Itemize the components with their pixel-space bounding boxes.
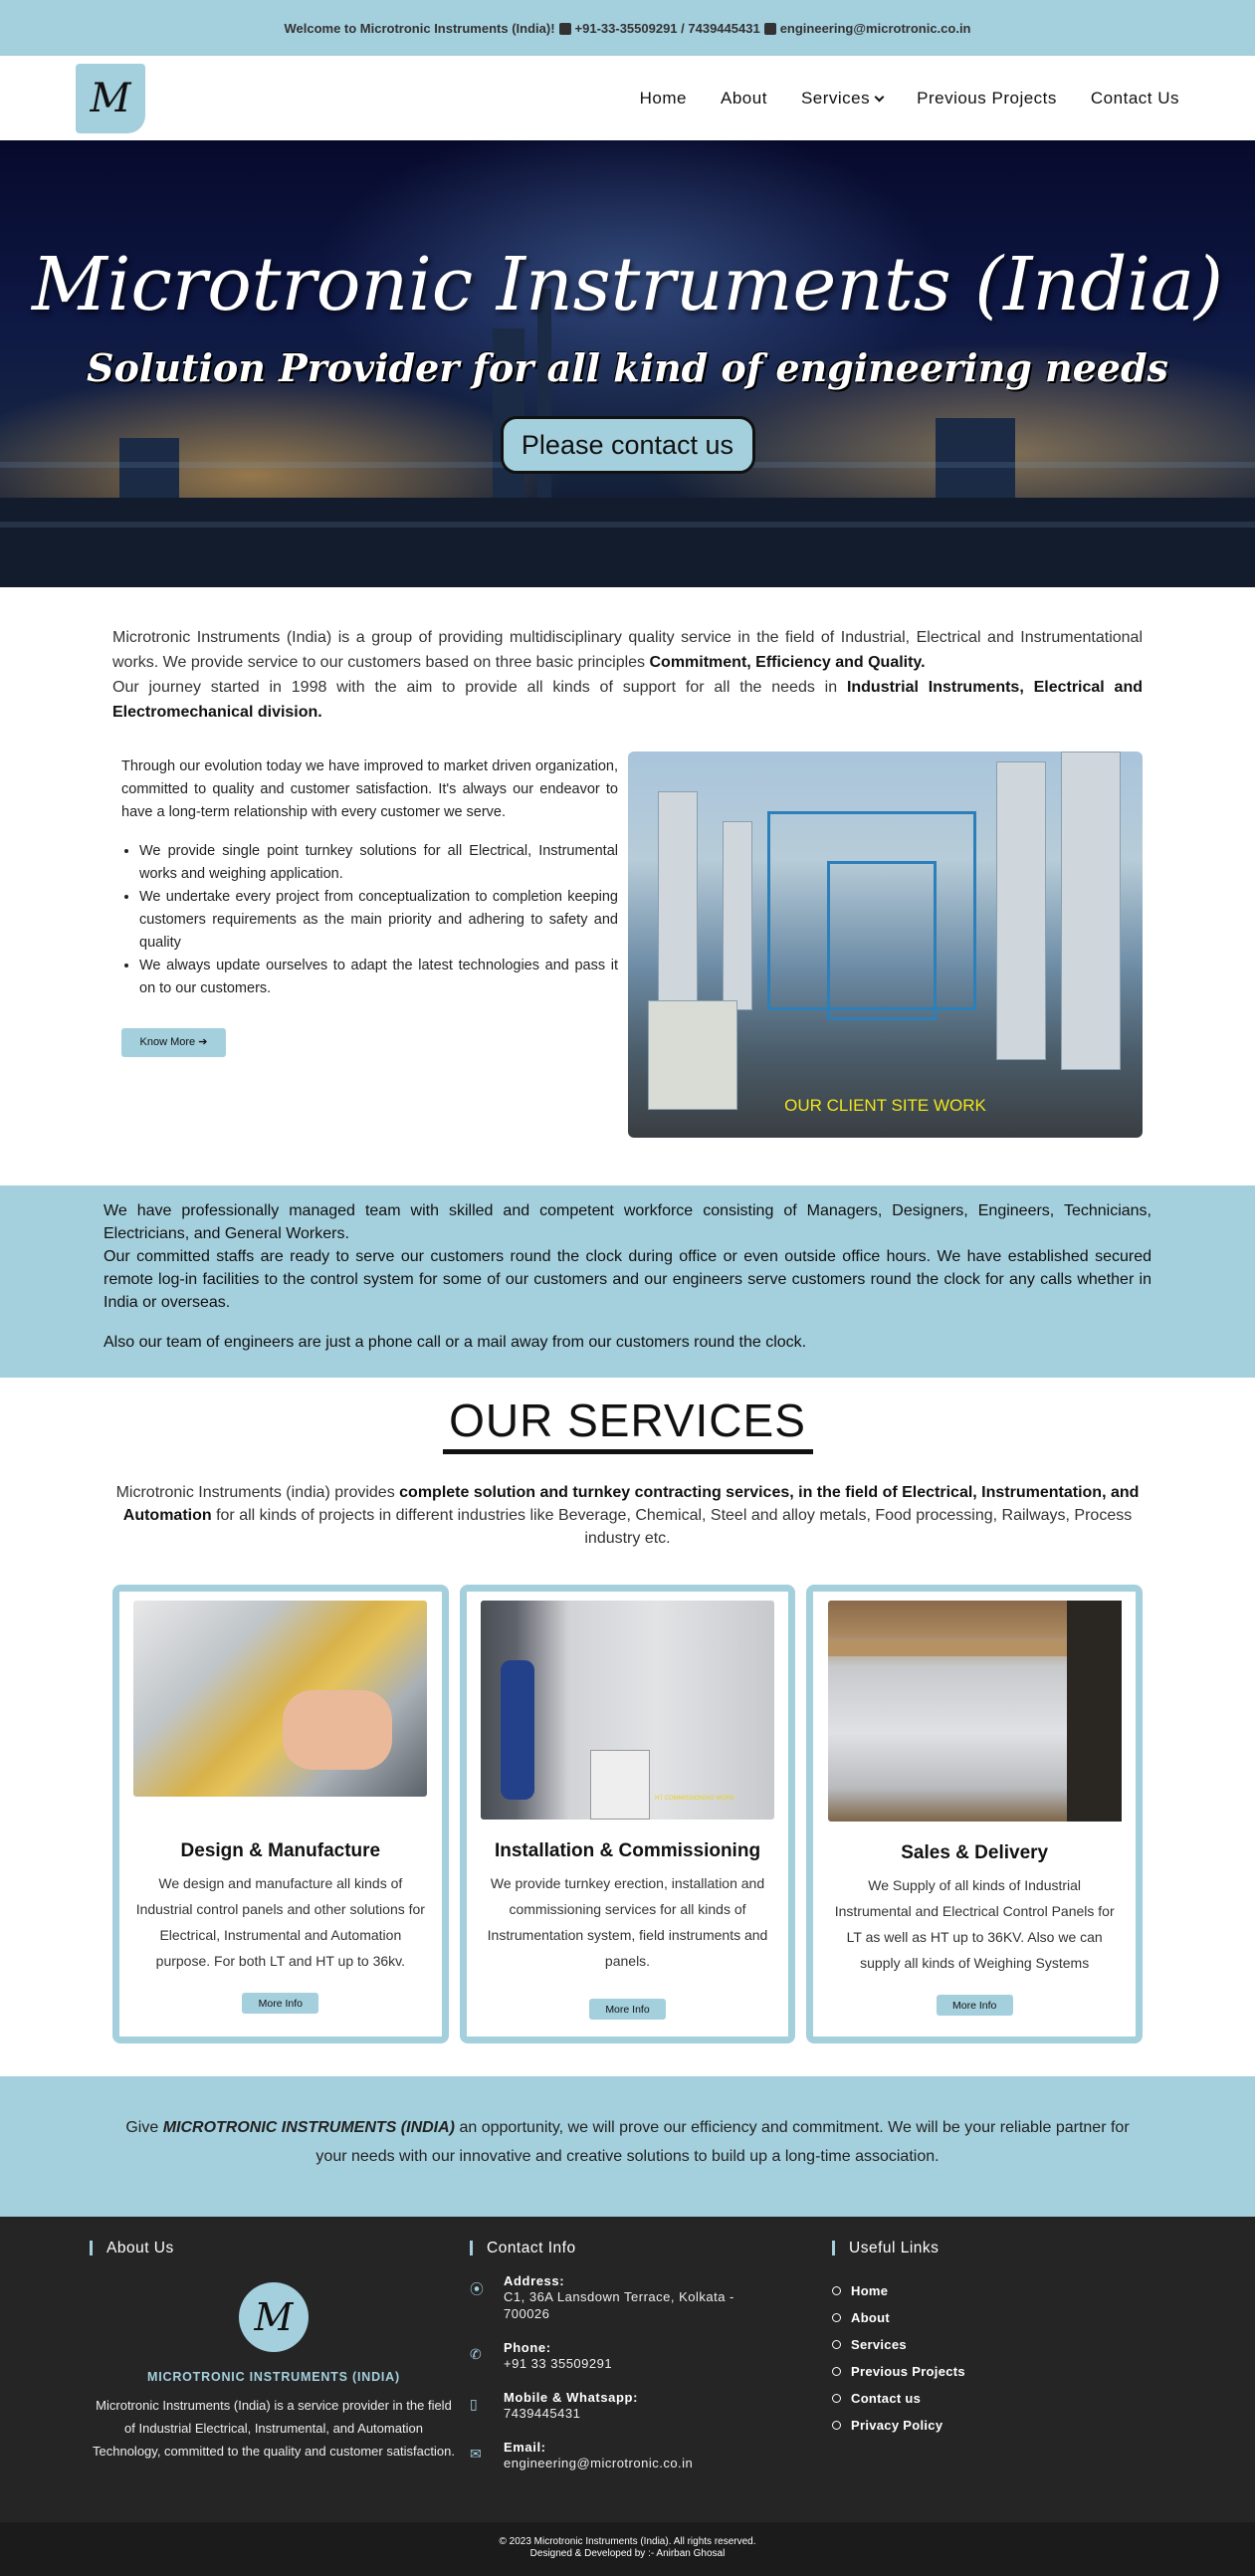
services-intro <box>0 1454 1255 1550</box>
footer-logo <box>239 2282 309 2352</box>
contact-cta-button[interactable]: Please contact us <box>501 416 755 474</box>
circle-icon <box>832 2421 841 2430</box>
site-logo[interactable] <box>76 64 145 133</box>
mobile-icon: ▯ <box>470 2396 478 2412</box>
footer-links <box>826 2241 1125 2522</box>
arrow-right-icon: ➔ <box>198 1036 208 1048</box>
useful-links-list <box>832 2277 1125 2439</box>
hero-subtitle: Solution Provider for all kind of engineering needs <box>87 345 1168 390</box>
footer-company-name: MICROTRONIC INSTRUMENTS (INDIA) <box>147 2370 400 2384</box>
footer-link-about[interactable] <box>832 2304 1125 2331</box>
circle-icon <box>832 2394 841 2403</box>
contact-value[interactable]: engineering@microtronic.co.in <box>504 2456 694 2470</box>
photo-caption: OUR CLIENT SITE WORK <box>784 1096 986 1115</box>
more-info-button[interactable]: More Info <box>589 1999 666 2020</box>
circle-icon <box>832 2367 841 2376</box>
intro-text: Our journey started in 1998 with the aim to provide all kinds of support for all the needs in <box>112 679 847 696</box>
nav-home[interactable]: Home <box>639 88 687 107</box>
link-label: About <box>851 2310 891 2325</box>
logo-letter: M <box>254 2295 294 2339</box>
nav-previous-projects[interactable]: Previous Projects <box>917 88 1057 107</box>
circle-icon <box>832 2313 841 2322</box>
footer-contact <box>458 2241 826 2522</box>
photo-shape <box>1067 1601 1122 1822</box>
list-item: • We undertake every project from conceptualization to completion keeping customers requirements as the main priority and adhering to safety and quality <box>139 886 618 955</box>
intro-paragraph <box>112 625 1143 675</box>
contact-label: Address: <box>504 2273 565 2288</box>
link-label: Services <box>851 2337 907 2352</box>
top-info-bar <box>0 0 1255 56</box>
link-label: Previous Projects <box>851 2364 965 2379</box>
footer-about <box>90 2241 458 2522</box>
phone-square-icon <box>559 23 571 35</box>
intro-principles: Commitment, Efficiency and Quality. <box>649 654 926 671</box>
contact-label: Mobile & Whatsapp: <box>504 2390 639 2405</box>
copyright-text: © 2023 Microtronic Instruments (India). All rights reserved. <box>499 2536 756 2547</box>
services-intro-text: for all kinds of projects in different industries like Beverage, Chemical, Steel and alloy metals, Food processing, Railways, Process industry etc. <box>211 1507 1133 1547</box>
photo-shape <box>996 761 1046 1060</box>
sales-crate-photo <box>828 1601 1122 1822</box>
list-item: • We provide single point turnkey solutions for all Electrical, Instrumental works and weighing application. <box>139 840 618 886</box>
hero-title: Microtronic Instruments (India) <box>31 242 1224 327</box>
photo-label: HT COMMISSIONING WORK <box>655 1796 734 1802</box>
link-label: Privacy Policy <box>851 2418 943 2433</box>
card-title: Sales & Delivery <box>901 1842 1049 1863</box>
partner-section <box>0 2076 1255 2217</box>
services-title: OUR SERVICES <box>449 1395 806 1446</box>
card-text: We provide turnkey erection, installation and commissioning services for all kinds of Instrumentation system, field instruments and panels. <box>487 1875 768 1969</box>
envelope-icon <box>764 23 776 35</box>
about-section <box>0 725 1255 1154</box>
footer-links-heading: Useful Links <box>832 2241 1125 2255</box>
photo-shape <box>590 1750 650 1820</box>
partner-text: Give <box>125 2119 163 2136</box>
service-card-design <box>112 1585 449 2043</box>
services-intro-highlight: complete solution and turnkey contracting services, in the field of Electrical, Instrumentation, and Automation <box>122 1484 1140 1524</box>
contact-value[interactable]: +91 33 35509291 <box>504 2356 613 2371</box>
photo-shape <box>1061 751 1121 1070</box>
contact-label: Phone: <box>504 2340 551 2355</box>
installation-panel-photo <box>481 1601 774 1820</box>
footer-about-heading: About Us <box>90 2241 458 2255</box>
footer-contact-heading: Contact Info <box>470 2241 826 2255</box>
footer-link-contact[interactable] <box>832 2385 1125 2412</box>
card-title: Design & Manufacture <box>180 1840 381 1861</box>
footer-link-services[interactable] <box>832 2331 1125 2358</box>
more-info-button[interactable]: More Info <box>937 1995 1013 2016</box>
nav-contact-us[interactable]: Contact Us <box>1090 88 1179 107</box>
service-card-installation <box>460 1585 796 2043</box>
intro-paragraph <box>112 675 1143 725</box>
envelope-icon: ✉ <box>470 2446 482 2462</box>
contact-label: Email: <box>504 2440 546 2455</box>
contact-value: C1, 36A Lansdown Terrace, Kolkata - 700026 <box>504 2289 734 2321</box>
footer-about-text: Microtronic Instruments (India) is a service provider in the field of Industrial Electrical, Instrumental, and Automation Technology, committed to the quality and customer satisfaction. <box>93 2398 455 2459</box>
hero-bg-pipe <box>0 522 1255 528</box>
about-bullet-list <box>139 840 618 1000</box>
photo-shape <box>283 1690 392 1770</box>
team-paragraph: Our committed staffs are ready to serve our customers round the clock during office or even outside office hours. We have established secured remote log-in facilities to the control system for some of our customers and our engineers serve customers round the clock for any calls whether in India or overseas. <box>104 1248 1151 1311</box>
contact-address <box>470 2273 826 2322</box>
card-text: We design and manufacture all kinds of Industrial control panels and other solutions for Electrical, Instrumental and Automation purpose. For both LT and HT up to 36kv. <box>135 1875 425 1969</box>
nav-services-label: Services <box>800 88 871 107</box>
services-intro-text: Microtronic Instruments (india) provides <box>115 1484 400 1501</box>
about-text-column <box>112 751 618 1154</box>
client-site-photo <box>628 751 1143 1138</box>
team-paragraph: Also our team of engineers are just a phone call or a mail away from our customers round the clock. <box>104 1334 807 1351</box>
footer <box>0 2217 1255 2522</box>
footer-link-privacy[interactable] <box>832 2412 1125 2439</box>
card-text: We Supply of all kinds of Industrial Instrumental and Electrical Control Panels for LT as well as HT up to 36KV. Also we can supply all kinds of Weighing Systems <box>834 1877 1115 1971</box>
intro-text: Microtronic Instruments (India) is a group of providing multidisciplinary quality service in the field of Industrial, Electrical and Instrumentational works. We provide service to our customers based on three basic principles <box>112 629 1143 671</box>
footer-link-home[interactable] <box>832 2277 1125 2304</box>
copyright-bar <box>0 2522 1255 2576</box>
contact-mobile <box>470 2390 826 2422</box>
main-nav <box>640 89 1179 108</box>
navbar <box>0 56 1255 140</box>
photo-shape <box>723 821 752 1010</box>
about-paragraph: Through our evolution today we have improved to market driven organization, committed to quality and customer satisfaction. It's always our endeavor to have a long-term relationship with every customer we serve. <box>121 758 618 820</box>
circle-icon <box>832 2286 841 2295</box>
contact-value[interactable]: 7439445431 <box>504 2406 581 2421</box>
map-pin-icon: ⦿ <box>470 2281 484 2297</box>
contact-phone <box>470 2340 826 2372</box>
design-panel-photo <box>133 1601 427 1797</box>
know-more-label: Know More <box>139 1036 196 1048</box>
link-label: Contact us <box>851 2391 922 2406</box>
footer-link-previous-projects[interactable] <box>832 2358 1125 2385</box>
list-item: • We always update ourselves to adapt the latest technologies and pass it on to our customers. <box>139 955 618 1000</box>
intro-section <box>0 587 1255 725</box>
phone-icon: ✆ <box>470 2346 482 2362</box>
link-label: Home <box>851 2283 889 2298</box>
nav-about[interactable]: About <box>721 88 767 107</box>
topbar-email[interactable]: engineering@microtronic.co.in <box>779 20 971 36</box>
logo-letter: M <box>90 75 131 121</box>
photo-shape <box>648 1000 737 1110</box>
topbar-phones[interactable]: +91-33-35509291 / 7439445431 <box>574 20 760 36</box>
photo-shape <box>827 861 937 1020</box>
circle-icon <box>832 2340 841 2349</box>
photo-shape <box>501 1660 534 1800</box>
photo-shape <box>658 791 698 1010</box>
nav-services[interactable] <box>801 89 883 108</box>
service-cards <box>0 1550 1255 2043</box>
contact-email <box>470 2440 826 2471</box>
intro-divisions: Industrial Instruments, Electrical and Electromechanical division. <box>112 679 1144 721</box>
know-more-button[interactable] <box>121 1028 226 1057</box>
hero-bg-ground <box>0 498 1255 587</box>
chevron-down-icon <box>875 92 885 102</box>
partner-text: an opportunity, we will prove our efficiency and commitment. We will be your reliable partner for your needs with our innovative and creative solutions to build up a long-time association. <box>315 2119 1130 2165</box>
service-card-sales <box>806 1585 1143 2043</box>
partner-company: MICROTRONIC INSTRUMENTS (INDIA) <box>162 2119 455 2136</box>
more-info-button[interactable]: More Info <box>242 1993 318 2014</box>
team-section <box>0 1185 1255 1378</box>
team-paragraph: We have professionally managed team with skilled and competent workforce consisting of Managers, Designers, Engineers, Technicians, Electricians, and General Workers. <box>104 1202 1151 1242</box>
card-title: Installation & Commissioning <box>494 1840 761 1861</box>
designer-credit: Designed & Developed by :- Anirban Ghosal <box>529 2548 726 2559</box>
hero-banner <box>0 140 1255 587</box>
welcome-text: Welcome to Microtronic Instruments (India)! <box>284 20 555 36</box>
